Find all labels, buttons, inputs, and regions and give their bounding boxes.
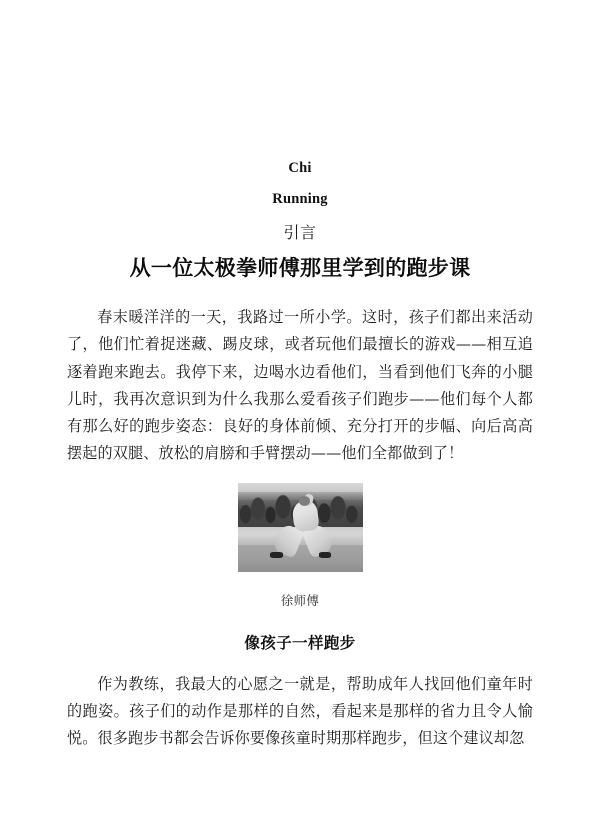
page-title: 从一位太极拳师傅那里学到的跑步课 (129, 256, 471, 280)
body-paragraph-intro: 春末暖洋洋的一天，我路过一所小学。这时，孩子们都出来活动了，他们忙着捉迷藏、踢皮球，或者玩他们最擅长的游戏——相互追逐着跑来跑去。我停下来，边喝水边看他们，当看到他们飞奔的小腿儿时，我再次意识到为什么我那么爱看孩子们跑步——他们每个人都有那么好的跑步姿态：良好的身体前倾、充分打开的步幅、向后高高摆起的双腿、放松的肩膀和手臂摆动——他们全都做到了！ (67, 308, 533, 463)
brand-line-chi: Chi (288, 160, 312, 176)
photo-ground-region (238, 545, 363, 572)
document-content-column (67, 0, 533, 768)
photo-figure-right-foot (319, 552, 332, 557)
body-paragraph-closing: 作为教练，我最大的心愿之一就是，帮助成年人找回他们童年时的跑姿。孩子们的动作是那样的自然，看起来是那样的省力且令人愉悦。很多跑步书都会告诉你要像孩童时期那样跑步，但这个建议却忽 (67, 674, 533, 748)
photo-figure-left-foot (270, 552, 283, 557)
tai-chi-master-photo (238, 483, 363, 572)
photo-figure-head (299, 496, 310, 506)
figure-block (67, 483, 533, 609)
section-kicker-preface: 引言 (283, 223, 317, 242)
figure-caption: 徐师傅 (280, 592, 320, 608)
section-heading-run-like-a-child: 像孩子一样跑步 (244, 633, 356, 652)
brand-line-running: Running (272, 191, 328, 207)
